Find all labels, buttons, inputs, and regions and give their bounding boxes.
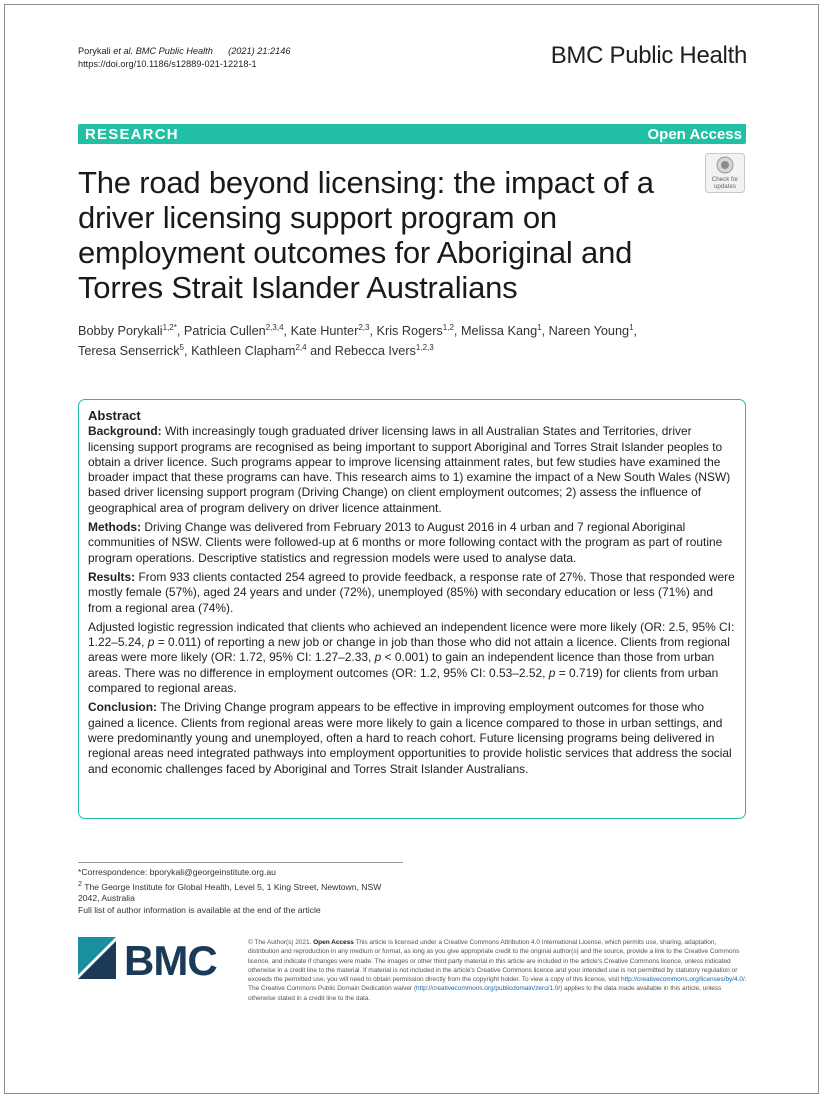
author: Rebecca Ivers$^{1,2,3}$ — [334, 342, 434, 358]
abstract-results-regression: Adjusted logistic regression indicated that clients who achieved an independent licence were more likely (OR: 2.5, 95% CI: 1.22–5.24, p = 0.011) of reporting a new job or change in job than those who did not attain a licence. Clients from regional areas were more likely (OR: 1.72, 95% CI: 1.27–2.33, p < 0.001) to gain an independent licence than those from urban areas. There was no difference in employment outcomes (OR: 1.2, 95% CI: 0.53–2.52, p = 0.719) for clients from urban compared to regional areas. — [88, 619, 735, 696]
publicdomain-link[interactable]: http://creativecommons.org/publicdomain/zero/1.0/ — [415, 985, 561, 993]
abstract-results: Results: From 933 clients contacted 254 agreed to provide feedback, a response rate of 27%. Those that responded were mostly female (57%), aged 24 years and under (72%), unemployed (85%) with secondary education or less (71%) and from a regional area (74%). — [88, 569, 735, 615]
license-link[interactable]: http://creativecommons.org/licenses/by/4.0/ — [621, 976, 745, 984]
abstract-box — [78, 399, 746, 819]
author: Bobby Porykali$^{1,2*}$ — [78, 322, 177, 338]
author: Teresa Senserrick$^5$ — [78, 342, 184, 358]
author: Kathleen Clapham$^{2,4}$ — [191, 342, 307, 358]
full-author-info-note: Full list of author information is available at the end of the article — [78, 904, 321, 915]
author-list: Bobby Porykali$^{1,2*}$, Patricia Cullen$^{2,3,4}$, Kate Hunter$^{2,3}$, Kris Rogers$^{1,2}$, Melissa Kang$^1$, Nareen Young$^1$, Teresa Senserrick$^5$, Kathleen Clapham$^{2,4}$ and Rebecca Ivers$^{1,2,3}$ — [78, 322, 638, 358]
citation-year-volume: (2021) 21:2146 — [228, 46, 291, 56]
badge-line2: updates — [713, 183, 737, 190]
check-for-updates-badge[interactable] — [705, 153, 745, 193]
correspondence-email[interactable]: *Correspondence: bporykali@georgeinstitute.org.au — [78, 867, 276, 877]
open-access-label: Open Access — [647, 126, 742, 143]
logo-text: BMC — [124, 937, 217, 979]
affiliation: $^2$ The George Institute for Global Health, Level 5, 1 King Street, Newtown, NSW 2042, Australia — [78, 879, 382, 904]
badge-line1: Check for — [711, 176, 739, 183]
article-title: The road beyond licensing: the impact of a driver licensing support program on employment outcomes for Aboriginal and Torres Strait Islander Australians — [78, 165, 654, 305]
section-banner — [78, 124, 746, 144]
section-label: RESEARCH — [85, 126, 179, 143]
citation-author: Porykali — [78, 46, 114, 56]
author: Patricia Cullen$^{2,3,4}$ — [183, 322, 284, 338]
citation-journal: et al. BMC Public Health — [113, 46, 213, 56]
author: Melissa Kang$^1$ — [460, 322, 542, 338]
bmc-logo — [78, 937, 230, 979]
license-text: © The Author(s) 2021. Open Access This article is licensed under a Creative Commons Attribution 4.0 International License, which permits use, sharing, adaptation, distribution and reproduction in any medium or format, as long as you give appropriate credit to the original author(s) and the source, provide a link to the Creative Commons licence, and indicate if changes were made. The images or other third party material in this article are included in the article's Creative Commons licence, unless indicated otherwise in a credit line to the material. If material is not included in the article's Creative Commons licence and your intended use is not permitted by statutory regulation or exceeds the permitted use, you will need to obtain permission directly from the copyright holder. To view a copy of this licence, visit http://creativecommons.org/licenses/by/4.0/. The Creative Commons Public Domain Dedication waiver (http://creativecommons.org/publicdomain/zero/1.0/) applies to the data made available in this article, unless otherwise stated in a credit line to the data. — [248, 939, 747, 1002]
author: Nareen Young$^1$ — [548, 322, 634, 338]
abstract-methods: Methods: Driving Change was delivered from February 2013 to August 2016 in 4 urban and 7 regional Aboriginal communities of NSW. Clients were followed-up at 6 months or more following contact with the program as part of routine program operations. Descriptive statistics and regression models were used to analyse data. — [88, 520, 723, 565]
author: Kris Rogers$^{1,2}$ — [376, 322, 454, 338]
update-icon-core — [721, 161, 729, 169]
abstract-background: Background: With increasingly tough graduated driver licensing laws in all Australian States and Territories, driver licensing support programs are recognised as being important to support Aboriginal and Torres Strait Islander peoples to obtain a driver licence. Such programs appear to improve licensing attainment rates, but few studies have examined the broader impact that these programs can have. This research aims to 1) examine the impact of a New South Wales (NSW) based driver licensing support program (Driving Change) on client employment outcomes; 2) assess the influence of geographical area of program delivery on driver licence attainment. — [88, 424, 731, 515]
doi-link[interactable]: https://doi.org/10.1186/s12889-021-12218-1 — [78, 58, 257, 69]
correspondence-footnote — [78, 862, 403, 916]
journal-name: BMC Public Health — [550, 42, 747, 69]
author: Kate Hunter$^{2,3}$ — [290, 322, 370, 338]
abstract-heading: Abstract — [88, 408, 141, 423]
abstract-conclusion: Conclusion: The Driving Change program appears to be effective in improving employment outcomes for those who gained a licence. Clients from regional areas were more likely to gain a licence compared to those in urban settings, and were predominantly young and unemployed, often a hard to reach cohort. Future licensing programs being delivered in regional areas need integrated pathways into employment opportunities to provide holistic services that address the social and economic challenges faced by Aboriginal and Torres Strait Islander Australians. — [88, 700, 732, 776]
citation-header — [78, 45, 290, 70]
